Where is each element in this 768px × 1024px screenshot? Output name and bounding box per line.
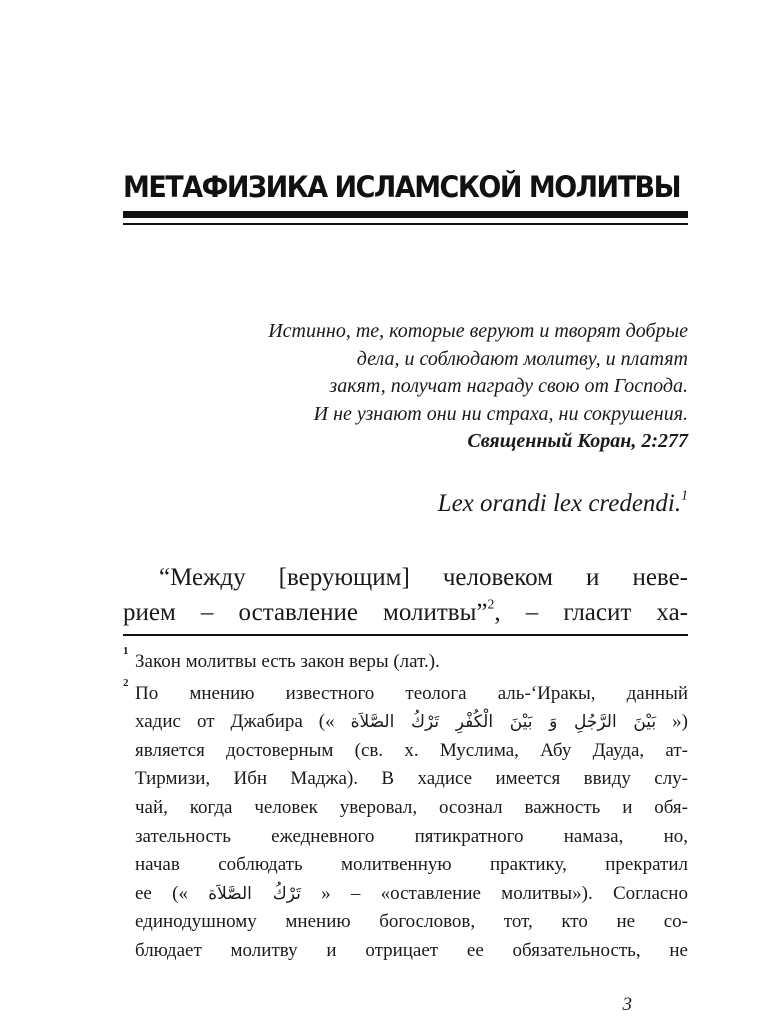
- footnote-line: [135, 880, 688, 909]
- footnote-text: » – «оставление молитвы»). Согласно: [300, 882, 688, 904]
- epigraph-line: закят, получат награду свою от Господа.: [329, 375, 688, 397]
- latin-motto: [437, 487, 688, 518]
- footnote-line: является достоверным (св. х. Муслима, Абу Дауда, ат-: [135, 739, 688, 761]
- epigraph: [168, 318, 688, 456]
- footnote-number: 2: [123, 676, 129, 689]
- title-rule-thin: [123, 223, 688, 225]
- footnote-ref: 1: [681, 487, 688, 503]
- body-line: [123, 595, 688, 630]
- footnote-line: чай, когда человек уверовал, осознал важность и обя-: [135, 796, 688, 818]
- footnote-line: Тирмизи, Ибн Маджа). В хадисе имеется ввиду слу-: [135, 768, 688, 790]
- arabic-quote: بَيْنَ الرَّجُلِ وَ بَيْنَ الْكُفْرِ تَرْكُ الصَّلاَة: [350, 712, 657, 733]
- epigraph-line: И не узнают они ни страха, ни сокрушения.: [313, 402, 688, 425]
- footnote-line: [135, 708, 688, 737]
- footnote-line: блюдает молитву и отрицает ее обязательность, не: [135, 939, 688, 961]
- body-line-text: рием – оставление молитвы”: [123, 599, 488, 626]
- epigraph-line: Истинно, те, которые веруют и творят добрые: [268, 320, 688, 342]
- footnote-line: единодушному мнению богословов, тот, кто не со-: [135, 911, 688, 933]
- footnote-text: »): [656, 711, 689, 733]
- footnote-line: По мнению известного теолога аль-‘Иракы, данный: [135, 682, 688, 704]
- body-line: “Между [верующим] человеком и неве-: [159, 564, 688, 591]
- title-rule-thick: [123, 211, 688, 218]
- body-paragraph: [123, 560, 688, 630]
- epigraph-source: Священный Коран, 2:277: [467, 430, 688, 452]
- motto-text: Lex orandi lex credendi.: [437, 490, 682, 517]
- page-number: 3: [622, 994, 632, 1015]
- footnote-line: Закон молитвы есть закон веры (лат.).: [135, 651, 440, 672]
- footnote-number: 1: [123, 645, 129, 657]
- footnote-separator: [123, 634, 688, 636]
- footnote-text: ее («: [135, 882, 209, 904]
- footnote-ref: 2: [487, 596, 495, 612]
- footnote-line: зательность ежедневного пятикратного намаза, но,: [135, 825, 688, 847]
- arabic-quote: تَرْكُ الصَّلاَة: [208, 883, 301, 904]
- footnote-text: хадис от Джабира («: [135, 711, 351, 733]
- body-line-text: , – гласит ха-: [494, 599, 688, 626]
- footnotes: [123, 645, 689, 966]
- footnote: [123, 645, 688, 677]
- footnote-line: начав соблюдать молитвенную практику, прекратил: [135, 854, 688, 876]
- epigraph-line: дела, и соблюдают молитву, и платят: [356, 347, 688, 370]
- footnote: [123, 676, 689, 966]
- chapter-title: МЕТАФИЗИКА ИСЛАМСКОЙ МОЛИТВЫ: [123, 170, 681, 204]
